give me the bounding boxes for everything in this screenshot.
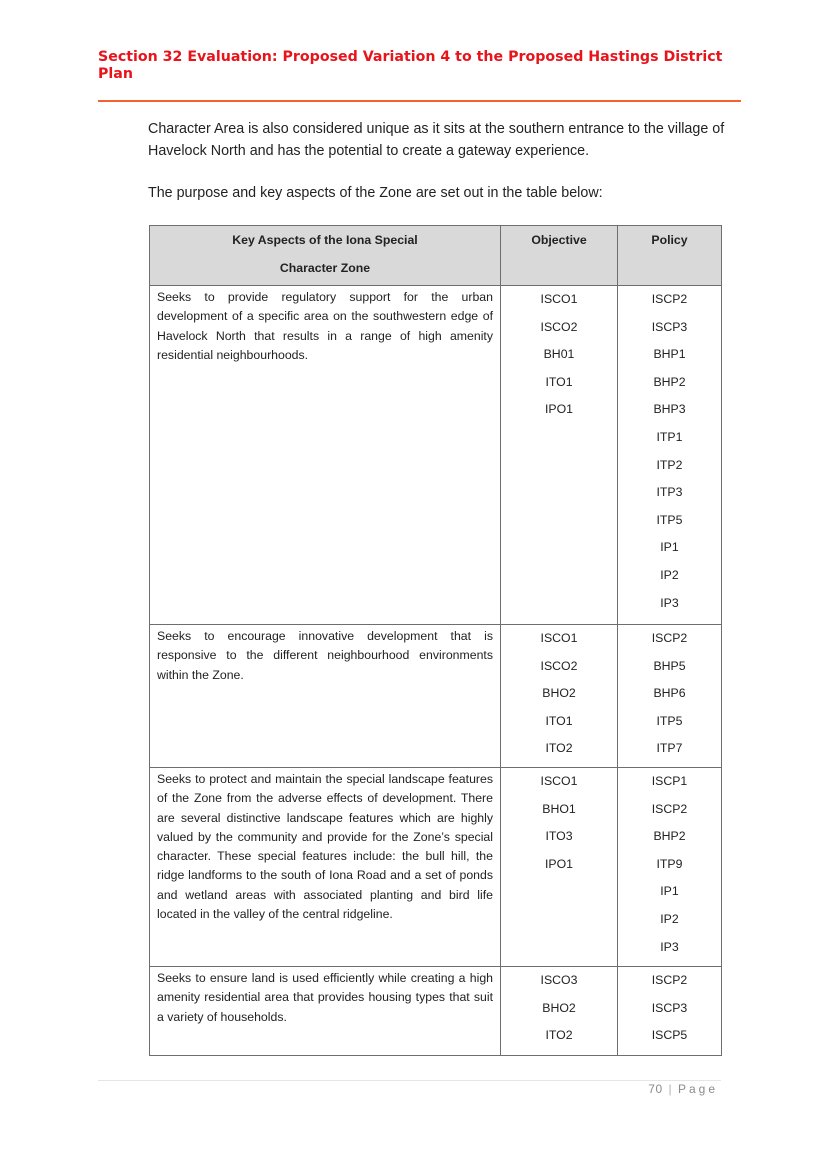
- objective-code: ITO1: [545, 374, 573, 389]
- policy-code: BHP2: [653, 829, 686, 844]
- key-aspects-table: [149, 225, 722, 1056]
- intro-section: [148, 118, 728, 204]
- policy-code: BHP3: [653, 402, 686, 417]
- policy-code: BHP1: [653, 347, 686, 362]
- policy-code: IP3: [660, 595, 679, 610]
- policy-code: ITP1: [656, 429, 683, 444]
- objective-cell: [501, 768, 618, 967]
- policy-code: ITP5: [656, 713, 683, 728]
- objective-code: ISCO3: [540, 973, 578, 987]
- objective-code: ISCO2: [540, 319, 578, 334]
- objective-code: BHO2: [542, 686, 576, 701]
- policy-code: ISCP3: [651, 1000, 688, 1015]
- policy-cell: [618, 286, 722, 625]
- page-footer: [648, 1082, 718, 1096]
- policy-code: ISCP3: [651, 319, 688, 334]
- table-row: [150, 625, 722, 768]
- policy-code: BHP6: [653, 686, 686, 701]
- policy-code: ISCP2: [651, 973, 688, 987]
- objective-cell: [501, 967, 618, 1056]
- objective-code: ISCO1: [540, 631, 578, 645]
- policy-cell: [618, 768, 722, 967]
- objective-code: ISCO1: [540, 774, 578, 788]
- objective-code: BHO2: [542, 1000, 576, 1015]
- policy-code: ISCP2: [651, 631, 688, 645]
- table-row: [150, 286, 722, 625]
- policy-code: BHP5: [653, 658, 686, 673]
- policy-code: ITP7: [656, 741, 683, 756]
- header-key-aspects: [150, 226, 501, 286]
- policy-code: IP2: [660, 911, 679, 926]
- policy-code: ITP9: [656, 856, 683, 871]
- policy-code: IP1: [660, 540, 679, 555]
- objective-code: BHO1: [542, 801, 576, 816]
- policy-code: ISCP2: [651, 801, 688, 816]
- page-number: 70: [648, 1082, 663, 1096]
- table-row: [150, 967, 722, 1056]
- table-row: [150, 768, 722, 967]
- footer-separator: |: [668, 1082, 673, 1096]
- key-aspect-cell: Seeks to encourage innovative development that is responsive to the different neighbourhood environments within the Zone.: [150, 625, 501, 768]
- policy-code: IP3: [660, 939, 679, 954]
- objective-code: IPO1: [544, 402, 574, 417]
- objective-code: ITO3: [545, 829, 573, 844]
- policy-code: ITP5: [656, 512, 683, 527]
- objective-cell: [501, 286, 618, 625]
- objective-code: BH01: [543, 347, 575, 362]
- objective-code: ITO2: [545, 1028, 573, 1043]
- table-lead-in: The purpose and key aspects of the Zone are set out in the table below:: [148, 185, 603, 201]
- objective-code: ISCO1: [540, 292, 578, 306]
- objective-code: ITO1: [545, 713, 573, 728]
- objective-cell: [501, 625, 618, 768]
- objective-code: IPO1: [544, 856, 574, 871]
- intro-paragraph: Character Area is also considered unique as it sits at the southern entrance to the village of Havelock North and has the potential to create a gateway experience.: [148, 121, 725, 159]
- header-divider: [98, 100, 741, 102]
- policy-code: ISCP1: [651, 774, 688, 788]
- header-key-aspects-line2: Character Zone: [279, 261, 371, 275]
- key-aspect-cell: Seeks to ensure land is used efficiently while creating a high amenity residential area that provides housing types that suit a variety of households.: [150, 967, 501, 1056]
- policy-code: ISCP2: [651, 292, 688, 306]
- policy-code: ISCP5: [651, 1028, 688, 1043]
- policy-code: IP2: [660, 567, 679, 582]
- policy-cell: [618, 967, 722, 1056]
- table-header-row: [150, 226, 722, 286]
- policy-code: BHP2: [653, 374, 686, 389]
- header-policy: Policy: [618, 226, 722, 286]
- page-label: Page: [677, 1082, 718, 1096]
- header-key-aspects-line1: Key Aspects of the Iona Special: [232, 233, 418, 247]
- key-aspect-cell: Seeks to protect and maintain the special landscape features of the Zone from the adverse effects of development. There are several distinctive landscape features which are highly valued by the community and provide for the Zone’s special character. These special features include: the bull hill, the ridge landforms to the south of Iona Road and a set of ponds and wetland areas with associated planting and bird life located in the valley of the central ridgeline.: [150, 768, 501, 967]
- objective-code: ISCO2: [540, 658, 578, 673]
- policy-code: IP1: [660, 884, 679, 899]
- footer-divider: [98, 1080, 721, 1081]
- policy-code: ITP2: [656, 457, 683, 472]
- objective-code: ITO2: [545, 741, 573, 756]
- document-header-title: Section 32 Evaluation: Proposed Variation 4 to the Proposed Hastings District Plan: [98, 49, 723, 82]
- header-objective: Objective: [501, 226, 618, 286]
- policy-code: ITP3: [656, 485, 683, 500]
- key-aspect-cell: Seeks to provide regulatory support for the urban development of a specific area on the southwestern edge of Havelock North that results in a range of high amenity residential neighbourhoods.: [150, 286, 501, 625]
- policy-cell: [618, 625, 722, 768]
